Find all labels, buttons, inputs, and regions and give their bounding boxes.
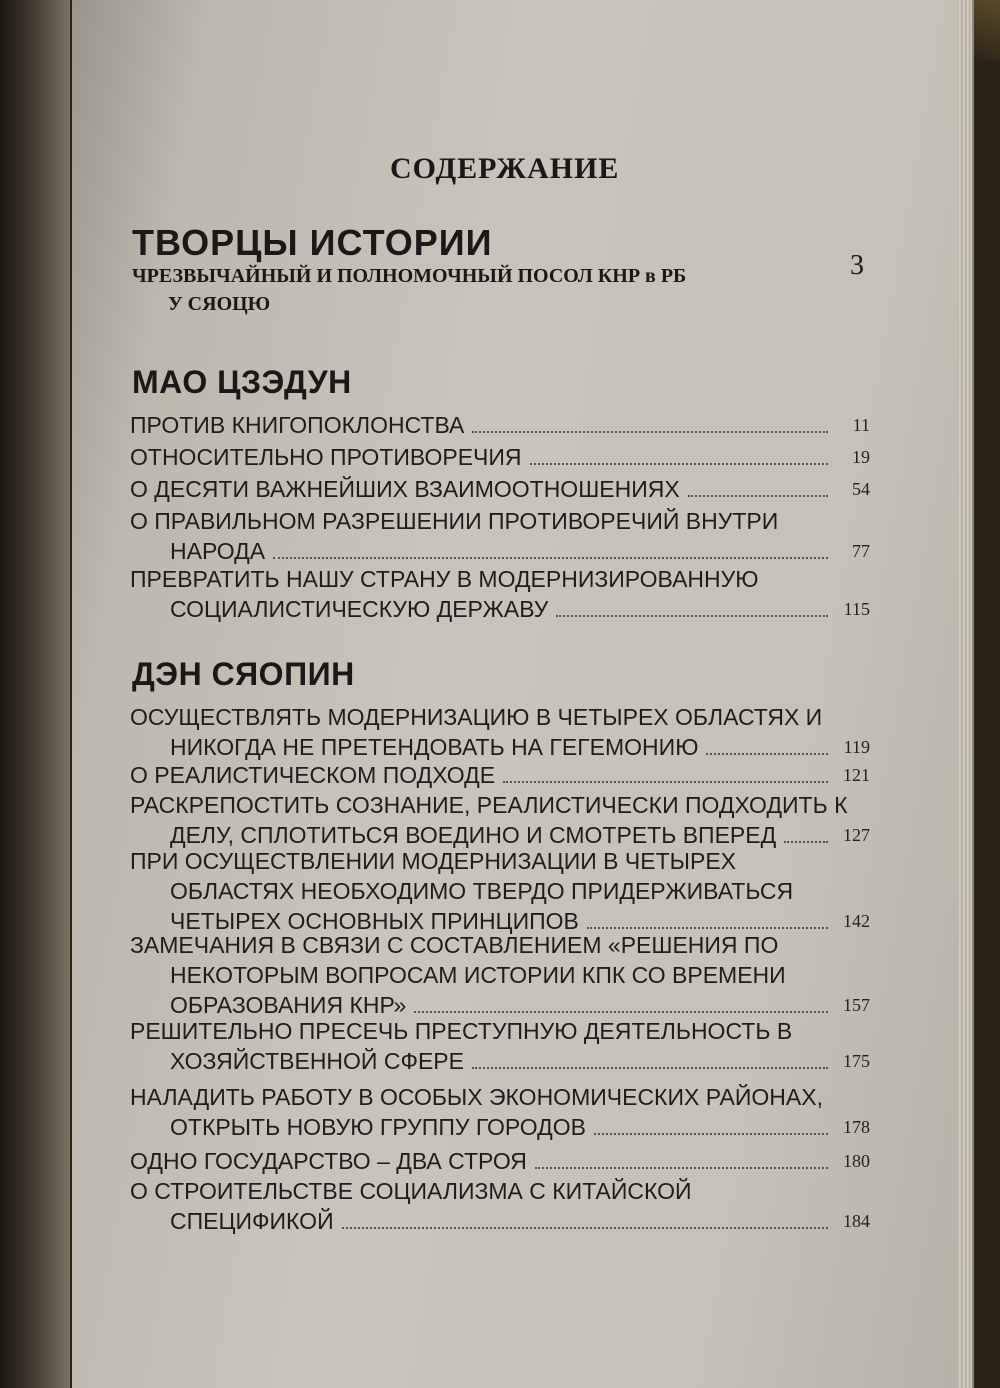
entry-title: ОТНОСИТЕЛЬНО ПРОТИВОРЕЧИЯ (130, 444, 522, 470)
entry-title-line2: ОТКРЫТЬ НОВУЮ ГРУППУ ГОРОДОВ (170, 1114, 586, 1140)
page-edge (958, 0, 972, 1388)
toc-entry[interactable] (130, 702, 870, 762)
entry-title-line2: ДЕЛУ, СПЛОТИТЬСЯ ВОЕДИНО И СМОТРЕТЬ ВПЕРЕД (170, 822, 777, 848)
left-page-edge (0, 0, 70, 1388)
entry-title-line1: ПРИ ОСУЩЕСТВЛЕНИИ МОДЕРНИЗАЦИИ В ЧЕТЫРЕХ (130, 848, 736, 874)
entry-title-line2: НАРОДА (170, 538, 266, 564)
toc-entry[interactable] (130, 930, 870, 1020)
toc-entry[interactable] (130, 506, 870, 566)
toc-entry[interactable] (130, 1176, 870, 1236)
dot-leader (414, 1011, 828, 1013)
dot-leader (342, 1227, 828, 1229)
entry-title-line1: О ПРАВИЛЬНОМ РАЗРЕШЕНИИ ПРОТИВОРЕЧИЙ ВНУТРИ (130, 508, 779, 534)
entry-title-line1: РАСКРЕПОСТИТЬ СОЗНАНИЕ, РЕАЛИСТИЧЕСКИ ПОДХОДИТЬ К (130, 792, 848, 818)
entry-title-line2: СПЕЦИФИКОЙ (170, 1208, 334, 1234)
ambassador-entry (132, 250, 872, 318)
dot-leader (587, 927, 828, 929)
toc-entry[interactable] (130, 790, 870, 850)
entry-page-number: 127 (843, 825, 870, 845)
entry-title-line2: НЕКОТОРЫМ ВОПРОСАМ ИСТОРИИ КПК СО ВРЕМЕНИ (170, 962, 786, 988)
dot-leader (503, 781, 828, 783)
entry-page-number: 115 (843, 599, 870, 619)
section-heading-creators: ТВОРЦЫ ИСТОРИИ (132, 222, 493, 263)
entry-title-line3: ЧЕТЫРЕХ ОСНОВНЫХ ПРИНЦИПОВ (170, 908, 579, 934)
entry-title-line2: НИКОГДА НЕ ПРЕТЕНДОВАТЬ НА ГЕГЕМОНИЮ (170, 734, 699, 760)
dot-leader (594, 1133, 828, 1135)
dot-leader (706, 753, 828, 755)
toc-entry[interactable] (130, 1146, 870, 1176)
entry-page-number: 184 (843, 1211, 870, 1231)
author-heading-deng: ДЭН СЯОПИН (132, 656, 355, 692)
toc-entry[interactable] (130, 410, 870, 440)
entry-page-number: 54 (852, 479, 870, 499)
ambassador-page-number: 3 (850, 250, 864, 281)
entry-page-number: 11 (852, 415, 870, 435)
dot-leader (530, 463, 828, 465)
toc-entry[interactable] (130, 760, 870, 790)
author-heading-mao: МАО ЦЗЭДУН (132, 364, 352, 400)
dot-leader (556, 615, 828, 617)
entry-title: О РЕАЛИСТИЧЕСКОМ ПОДХОДЕ (130, 762, 496, 788)
entry-page-number: 19 (852, 447, 870, 467)
entry-page-number: 180 (843, 1151, 870, 1171)
entry-title-line1: ПРЕВРАТИТЬ НАШУ СТРАНУ В МОДЕРНИЗИРОВАННУЮ (130, 566, 759, 592)
entry-title-line2: СОЦИАЛИСТИЧЕСКУЮ ДЕРЖАВУ (170, 596, 549, 622)
entry-title-line2: ХОЗЯЙСТВЕННОЙ СФЕРЕ (170, 1048, 464, 1074)
dot-leader (472, 1067, 828, 1069)
entry-title-line1: О СТРОИТЕЛЬСТВЕ СОЦИАЛИЗМА С КИТАЙСКОЙ (130, 1178, 692, 1204)
entry-title: О ДЕСЯТИ ВАЖНЕЙШИХ ВЗАИМООТНОШЕНИЯХ (130, 476, 680, 502)
dot-leader (688, 495, 828, 497)
dot-leader (273, 557, 828, 559)
entry-title-line1: ЗАМЕЧАНИЯ В СВЯЗИ С СОСТАВЛЕНИЕМ «РЕШЕНИЯ ПО (130, 932, 779, 958)
toc-entry[interactable] (130, 442, 870, 472)
dot-leader (535, 1167, 828, 1169)
dot-leader (472, 431, 828, 433)
entry-title-line2: ОБЛАСТЯХ НЕОБХОДИМО ТВЕРДО ПРИДЕРЖИВАТЬСЯ (170, 878, 794, 904)
toc-entry[interactable] (130, 846, 870, 936)
entry-page-number: 142 (843, 911, 870, 931)
entry-title-line1: РЕШИТЕЛЬНО ПРЕСЕЧЬ ПРЕСТУПНУЮ ДЕЯТЕЛЬНОСТЬ В (130, 1018, 793, 1044)
entry-title-line3: ОБРАЗОВАНИЯ КНР» (170, 992, 407, 1018)
toc-entry[interactable] (130, 474, 870, 504)
page-title: СОДЕРЖАНИЕ (390, 152, 620, 185)
dot-leader (784, 841, 828, 843)
entry-title-line1: ОСУЩЕСТВЛЯТЬ МОДЕРНИЗАЦИЮ В ЧЕТЫРЕХ ОБЛАСТЯХ И (130, 704, 823, 730)
entry-title: ПРОТИВ КНИГОПОКЛОНСТВА (130, 412, 465, 438)
entry-title-line1: НАЛАДИТЬ РАБОТУ В ОСОБЫХ ЭКОНОМИЧЕСКИХ РАЙОНАХ, (130, 1084, 823, 1110)
entry-page-number: 175 (843, 1051, 870, 1071)
entry-page-number: 157 (843, 995, 870, 1015)
toc-entry[interactable] (130, 1082, 870, 1142)
entry-page-number: 119 (843, 737, 870, 757)
toc-entry[interactable] (130, 564, 870, 624)
ambassador-line1: ЧРЕЗВЫЧАЙНЫЙ И ПОЛНОМОЧНЫЙ ПОСОЛ КНР в РБ (132, 265, 687, 287)
entry-title: ОДНО ГОСУДАРСТВО – ДВА СТРОЯ (130, 1148, 527, 1174)
entry-page-number: 178 (843, 1117, 870, 1137)
toc-entry[interactable] (130, 1016, 870, 1076)
entry-page-number: 77 (852, 541, 870, 561)
ambassador-line2: У СЯОЦЮ (168, 293, 271, 315)
entry-page-number: 121 (843, 765, 870, 785)
